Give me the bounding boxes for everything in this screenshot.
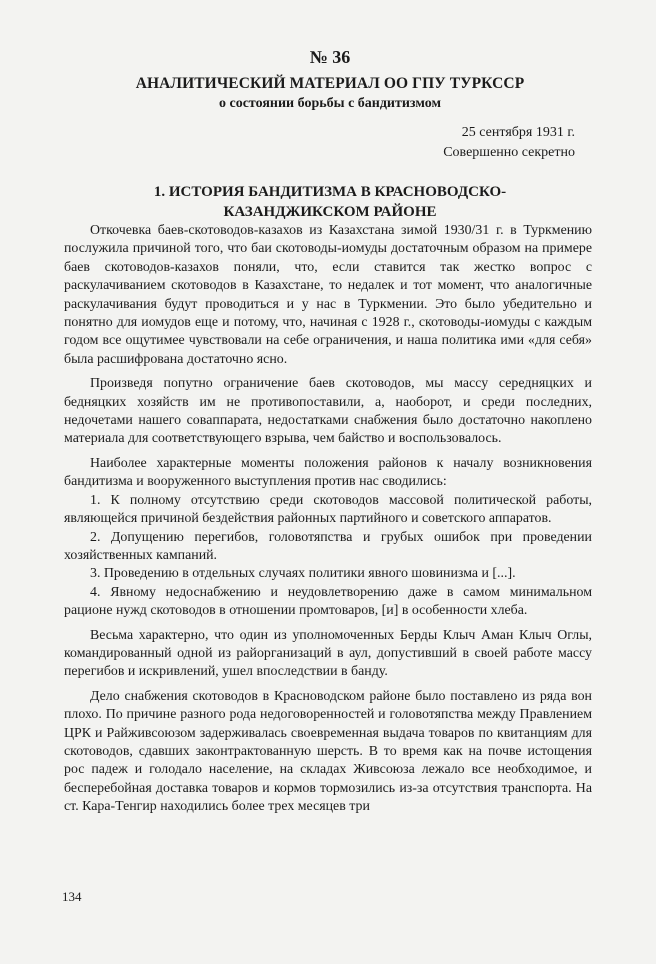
- document-meta: [443, 123, 575, 163]
- page-number: 134: [62, 889, 82, 904]
- list-item: 4. Явному недоснабжению и неудовлетворению даже в самом минимальном рационе нужд скотоводов в отношении промтоваров, [и] в особенности хлеба.: [64, 584, 592, 619]
- paragraph: Произведя попутно ограничение баев скотоводов, мы массу середняцких и бедняцких хозяйств им не противопоставили, а, наоборот, и среди последних, недочетами нашего совaппарата, недостатками снабжения было достаточно накоплено материала для соответствующего взрыва, чем байство и воспользовалось.: [64, 376, 592, 447]
- list-item: 3. Проведению в отдельных случаях политики явного шовинизма и [...].: [90, 566, 516, 582]
- section-heading-line-2: КАЗАНДЖИКСКОМ РАЙОНЕ: [223, 204, 437, 220]
- classification-label: Совершенно секретно: [443, 145, 575, 160]
- paragraph: Наиболее характерные моменты положения районов к началу возникновения бандитизма и вооруженного выступления против нас сводились:: [64, 455, 592, 490]
- section-heading-line-1: 1. ИСТОРИЯ БАНДИТИЗМА В КРАСНОВОДСКО-: [153, 184, 507, 200]
- paragraph: Весьма характерно, что один из уполномоченных Берды Клыч Аман Клыч Оглы, командированный одной из райорганизаций в аул, допустивший в своей работе массу перегибов и искривлений, ушел впоследствии в банду.: [64, 627, 592, 680]
- document-number: № 36: [309, 47, 351, 67]
- document-title: АНАЛИТИЧЕСКИЙ МАТЕРИАЛ ОО ГПУ ТУРКССР: [135, 75, 525, 92]
- document-header: [60, 46, 600, 113]
- document-subtitle: о состоянии борьбы с бандитизмом: [219, 96, 441, 111]
- section-heading: [60, 182, 600, 222]
- paragraph: Откочевка баев-скотоводов-казахов из Казахстана зимой 1930/31 г. в Туркмению послужила причиной того, что баи скотоводы-иомуды достаточным образом на примере баев скотоводов-казахов поняли, что, если ставится так жестко вопрос с раскулачиванием скотоводов в Казахстане, то недалек и тот момент, что аналогичные раскулачивания будут проводиться и у нас в Туркмении. Это было убедительно и понятно для иомудов еще и потому, что, начиная с 1928 г., скотоводы-иомуды с каждым годом все ощутимее чувствовали на себе ограничения, и наша политика ими «для себя» была расшифрована достаточно ясно.: [64, 223, 592, 367]
- list-item: 1. К полному отсутствию среди скотоводов массовой политической работы, являющейся причиной бездействия районных партийного и советского аппаратов.: [64, 492, 592, 527]
- paragraph: Дело снабжения скотоводов в Красноводском районе было поставлено из ряда вон плохо. По причине разного рода недоговоренностей и головотяпства между Правлением ЦРК и Райживсоюзом задерживалась своевременная выдача товаров по квитанциям для скотоводов, сдавших законтрактованную шерсть. В то время как на почве истощения рос падеж и голодало население, на складах Живсоюза лежало все необходимое, и бесперебойная доставка товаров и кормов тормозились из-за отсутствия транспорта. На ст. Кара-Тенгир находились более трех месяцев три: [64, 688, 592, 815]
- list-item: 2. Допущению перегибов, головотяпства и грубых ошибок при проведении хозяйственных кампаний.: [64, 529, 592, 563]
- document-date: 25 сентября 1931 г.: [461, 125, 575, 140]
- document-body: [64, 222, 592, 823]
